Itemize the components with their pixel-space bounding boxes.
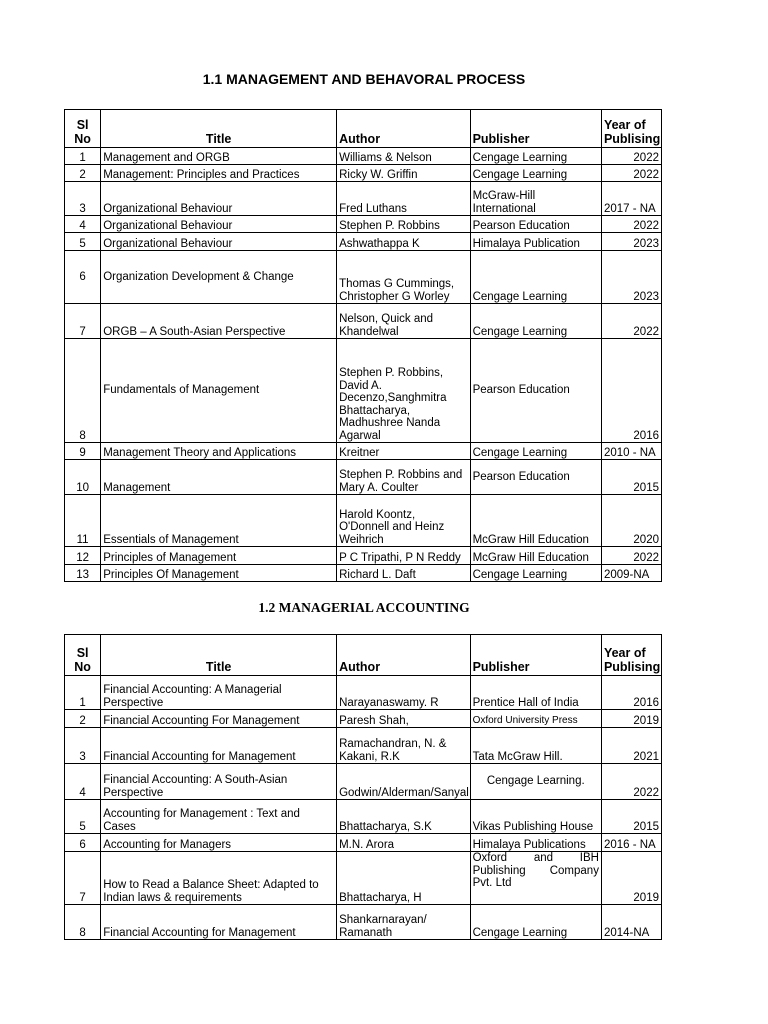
year-cell: 2010 - NA <box>601 443 661 460</box>
table-row <box>65 182 662 216</box>
title-cell: Financial Accounting For Management <box>101 710 337 728</box>
title-cell: Financial Accounting for Management <box>101 728 337 764</box>
table-row <box>65 728 662 764</box>
sl-cell: 6 <box>65 251 101 304</box>
table-row <box>65 304 662 339</box>
sl-cell: 5 <box>65 233 101 251</box>
table-row <box>65 676 662 710</box>
year-cell: 2022 <box>601 764 661 800</box>
publisher-cell: Cengage Learning <box>470 148 601 165</box>
sl-cell: 8 <box>65 339 101 443</box>
sl-cell: 9 <box>65 443 101 460</box>
author-cell: Nelson, Quick and Khandelwal <box>337 304 470 339</box>
table-row <box>65 233 662 251</box>
author-cell: Harold Koontz, O'Donnell and Heinz Weihrich <box>337 495 470 547</box>
author-cell: Kreitner <box>337 443 470 460</box>
title-cell: How to Read a Balance Sheet: Adapted to Indian laws & requirements <box>101 852 337 905</box>
title-cell: Management: Principles and Practices <box>101 165 337 182</box>
title-cell: Organizational Behaviour <box>101 233 337 251</box>
header-year-line2: Publising <box>603 660 661 674</box>
author-cell: Shankarnarayan/ Ramanath <box>337 905 470 940</box>
publisher-cell: Cengage Learning <box>470 565 601 582</box>
table-row <box>65 905 662 940</box>
publisher-cell: Pearson Education <box>470 460 601 495</box>
year-cell: 2016 <box>601 676 661 710</box>
title-cell: ORGB – A South-Asian Perspective <box>101 304 337 339</box>
title-cell: Financial Accounting: A Managerial Perspective <box>101 676 337 710</box>
header-author: Author <box>337 110 470 148</box>
table-row <box>65 460 662 495</box>
sl-cell: 3 <box>65 728 101 764</box>
table-row <box>65 216 662 233</box>
year-cell: 2021 <box>601 728 661 764</box>
table-row <box>65 547 662 565</box>
header-row <box>65 635 662 676</box>
sl-cell: 6 <box>65 834 101 852</box>
publisher-cell: McGraw-Hill International <box>470 182 601 216</box>
title-cell: Essentials of Management <box>101 495 337 547</box>
header-row <box>65 110 662 148</box>
publisher-cell: Pearson Education <box>470 339 601 443</box>
year-cell: 2017 - NA <box>601 182 661 216</box>
header-publisher: Publisher <box>470 635 601 676</box>
publisher-cell: Prentice Hall of India <box>470 676 601 710</box>
author-cell: Bhattacharya, H <box>337 852 470 905</box>
publisher-cell: Cengage Learning <box>470 304 601 339</box>
year-cell: 2022 <box>601 547 661 565</box>
author-cell: Richard L. Daft <box>337 565 470 582</box>
publisher-cell: Cengage Learning <box>470 165 601 182</box>
publisher-cell: Cengage Learning <box>470 251 601 304</box>
author-cell: Godwin/Alderman/Sanyal <box>337 764 470 800</box>
publisher-cell: Oxford and IBH Publishing Company Pvt. Ltd <box>470 852 601 905</box>
author-cell: M.N. Arora <box>337 834 470 852</box>
title-cell: Principles Of Management <box>101 565 337 582</box>
year-cell: 2019 <box>601 710 661 728</box>
title-cell: Management and ORGB <box>101 148 337 165</box>
publisher-cell: Oxford University Press <box>470 710 601 728</box>
header-author: Author <box>337 635 470 676</box>
table-row <box>65 565 662 582</box>
author-cell: Bhattacharya, S.K <box>337 800 470 834</box>
author-cell: P C Tripathi, P N Reddy <box>337 547 470 565</box>
publisher-cell: Cengage Learning <box>470 443 601 460</box>
sl-cell: 13 <box>65 565 101 582</box>
publisher-cell: Tata McGraw Hill. <box>470 728 601 764</box>
year-cell: 2022 <box>601 148 661 165</box>
header-year <box>601 635 661 676</box>
title-cell: Organization Development & Change <box>101 251 337 304</box>
title-cell: Principles of Management <box>101 547 337 565</box>
year-cell: 2023 <box>601 233 661 251</box>
author-cell: Ramachandran, N. & Kakani, R.K <box>337 728 470 764</box>
header-sl-no: Sl No <box>65 635 101 676</box>
sl-cell: 10 <box>65 460 101 495</box>
header-sl-no: Sl No <box>65 110 101 148</box>
table-row <box>65 495 662 547</box>
author-cell: Fred Luthans <box>337 182 470 216</box>
publisher-cell: Cengage Learning <box>470 905 601 940</box>
sl-cell: 1 <box>65 148 101 165</box>
year-cell: 2019 <box>601 852 661 905</box>
publisher-cell: McGraw Hill Education <box>470 495 601 547</box>
section-title: 1.1 MANAGEMENT AND BEHAVORAL PROCESS <box>202 71 526 87</box>
year-cell: 2022 <box>601 216 661 233</box>
title-cell: Organizational Behaviour <box>101 216 337 233</box>
publisher-cell: Vikas Publishing House <box>470 800 601 834</box>
sl-cell: 8 <box>65 905 101 940</box>
table-row <box>65 764 662 800</box>
title-cell: Accounting for Managers <box>101 834 337 852</box>
sl-cell: 2 <box>65 710 101 728</box>
author-cell: Stephen P. Robbins <box>337 216 470 233</box>
year-cell: 2016 - NA <box>601 834 661 852</box>
header-year-line1: Year of <box>603 646 646 660</box>
year-cell: 2015 <box>601 460 661 495</box>
publisher-cell: Himalaya Publication <box>470 233 601 251</box>
title-cell: Management <box>101 460 337 495</box>
table-row <box>65 148 662 165</box>
author-cell: Narayanaswamy. R <box>337 676 470 710</box>
table-row <box>65 852 662 905</box>
author-cell: Ricky W. Griffin <box>337 165 470 182</box>
header-year-line1: Year of <box>603 118 646 132</box>
sl-cell: 11 <box>65 495 101 547</box>
table-row <box>65 443 662 460</box>
table-row <box>65 165 662 182</box>
title-cell: Financial Accounting for Management <box>101 905 337 940</box>
year-cell: 2023 <box>601 251 661 304</box>
year-cell: 2022 <box>601 304 661 339</box>
title-cell: Financial Accounting: A South-Asian Perspective <box>101 764 337 800</box>
title-cell: Management Theory and Applications <box>101 443 337 460</box>
year-cell: 2020 <box>601 495 661 547</box>
publisher-cell: Pearson Education <box>470 216 601 233</box>
header-title: Title <box>101 635 337 676</box>
sl-cell: 12 <box>65 547 101 565</box>
publisher-cell: Himalaya Publications <box>470 834 601 852</box>
sl-cell: 2 <box>65 165 101 182</box>
sl-cell: 3 <box>65 182 101 216</box>
title-cell: Organizational Behaviour <box>101 182 337 216</box>
year-cell: 2009-NA <box>601 565 661 582</box>
table-row <box>65 834 662 852</box>
year-cell: 2015 <box>601 800 661 834</box>
sl-cell: 7 <box>65 852 101 905</box>
header-title: Title <box>101 110 337 148</box>
title-cell: Accounting for Management : Text and Cases <box>101 800 337 834</box>
author-cell: Paresh Shah, <box>337 710 470 728</box>
year-cell: 2016 <box>601 339 661 443</box>
table-row <box>65 800 662 834</box>
table-row <box>65 339 662 443</box>
title-cell: Fundamentals of Management <box>101 339 337 443</box>
section-title: 1.2 MANAGERIAL ACCOUNTING <box>258 600 470 615</box>
author-cell: Stephen P. Robbins and Mary A. Coulter <box>337 460 470 495</box>
table-row <box>65 710 662 728</box>
year-cell: 2014-NA <box>601 905 661 940</box>
sl-cell: 1 <box>65 676 101 710</box>
books-table <box>64 109 662 582</box>
publisher-cell: McGraw Hill Education <box>470 547 601 565</box>
sl-cell: 7 <box>65 304 101 339</box>
books-table <box>64 634 662 940</box>
year-cell: 2022 <box>601 165 661 182</box>
table-row <box>65 251 662 304</box>
author-cell: Thomas G Cummings, Christopher G Worley <box>337 251 470 304</box>
sl-cell: 4 <box>65 216 101 233</box>
author-cell: Stephen P. Robbins, David A. Decenzo,Sanghmitra Bhattacharya, Madhushree Nanda Agarwal <box>337 339 470 443</box>
sl-cell: 4 <box>65 764 101 800</box>
sl-cell: 5 <box>65 800 101 834</box>
author-cell: Ashwathappa K <box>337 233 470 251</box>
author-cell: Williams & Nelson <box>337 148 470 165</box>
header-year <box>601 110 661 148</box>
publisher-cell: Cengage Learning. <box>470 764 601 800</box>
header-publisher: Publisher <box>470 110 601 148</box>
header-year-line2: Publising <box>603 132 661 146</box>
